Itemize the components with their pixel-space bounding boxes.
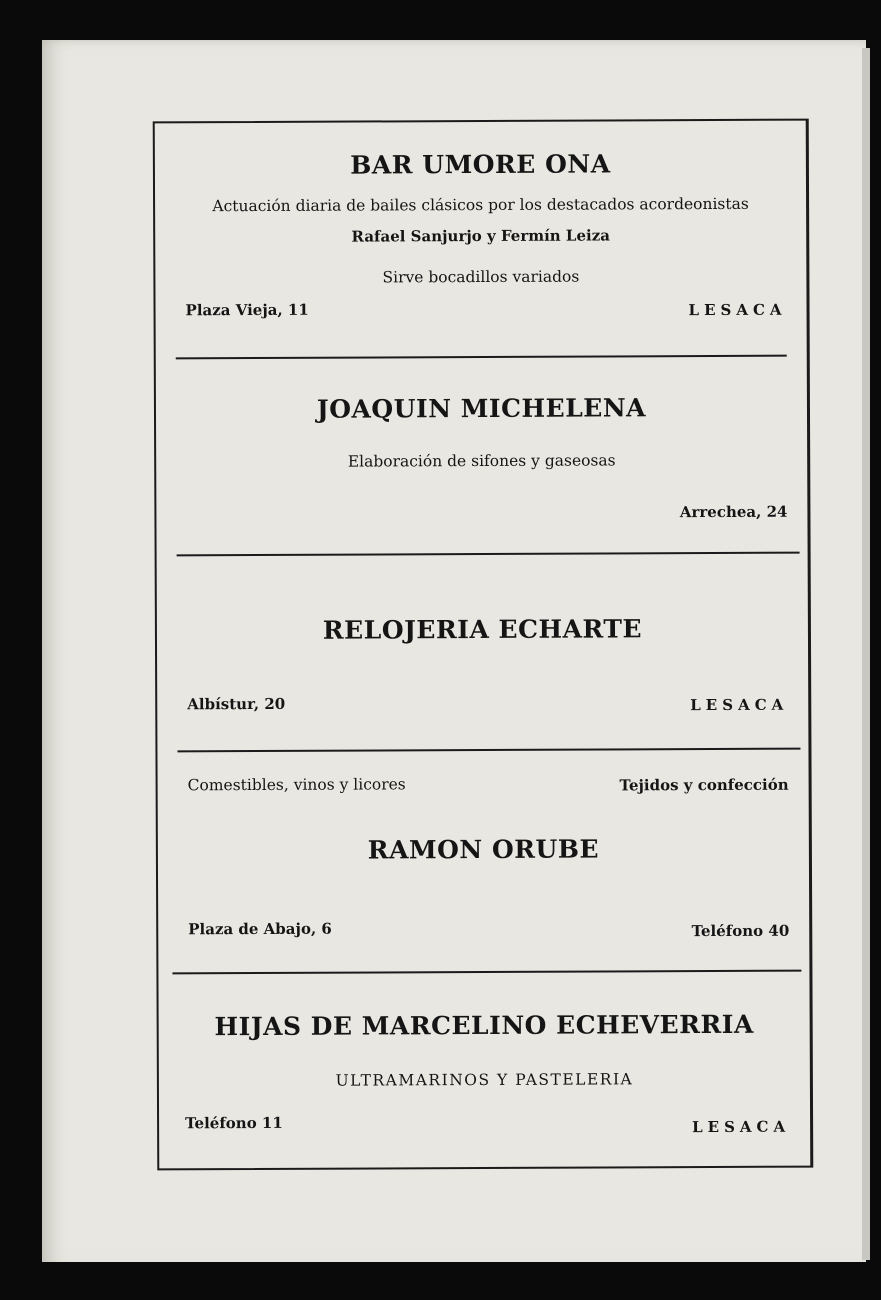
ad-performers: Rafael Sanjurjo y Fermín Leiza: [351, 226, 610, 246]
ad-tag-left: Comestibles, vinos y licores: [187, 775, 406, 795]
ad-extra: Sirve bocadillos variados: [382, 267, 580, 287]
ad-town: LESACA: [692, 1117, 791, 1137]
ad-address: Plaza Vieja, 11: [185, 300, 309, 320]
ad-bar-umore-ona: [155, 121, 807, 359]
ad-joaquin-michelena: [156, 357, 808, 560]
ad-address: Arrechea, 24: [679, 502, 788, 522]
ad-title: RELOJERIA ECHARTE: [322, 614, 643, 645]
ad-title: RAMON ORUBE: [367, 834, 600, 865]
ad-town: LESACA: [690, 695, 789, 715]
advertisement-frame: [153, 119, 814, 1171]
ad-title: JOAQUIN MICHELENA: [316, 393, 647, 424]
ad-ramon-orube: [157, 750, 809, 968]
ad-description: Actuación diaria de bailes clásicos por los destacados acordeonistas: [212, 194, 749, 216]
ad-hijas-marcelino-echeverria: [158, 972, 810, 1169]
ad-description: Elaboración de sifones y gaseosas: [347, 451, 616, 471]
ad-tag-right: Tejidos y confección: [619, 775, 789, 795]
ad-title: HIJAS DE MARCELINO ECHEVERRIA: [214, 1009, 754, 1042]
page-edge: [862, 48, 870, 1260]
ad-title: BAR UMORE ONA: [350, 149, 611, 180]
ad-town: LESACA: [688, 300, 787, 320]
ad-phone: Teléfono 11: [185, 1113, 283, 1133]
ad-relojeria-echarte: [157, 554, 809, 752]
ad-address: Plaza de Abajo, 6: [188, 919, 332, 939]
ad-phone: Teléfono 40: [691, 921, 790, 941]
ad-description: ULTRAMARINOS Y PASTELERIA: [335, 1070, 634, 1090]
ad-address: Albístur, 20: [187, 694, 286, 714]
